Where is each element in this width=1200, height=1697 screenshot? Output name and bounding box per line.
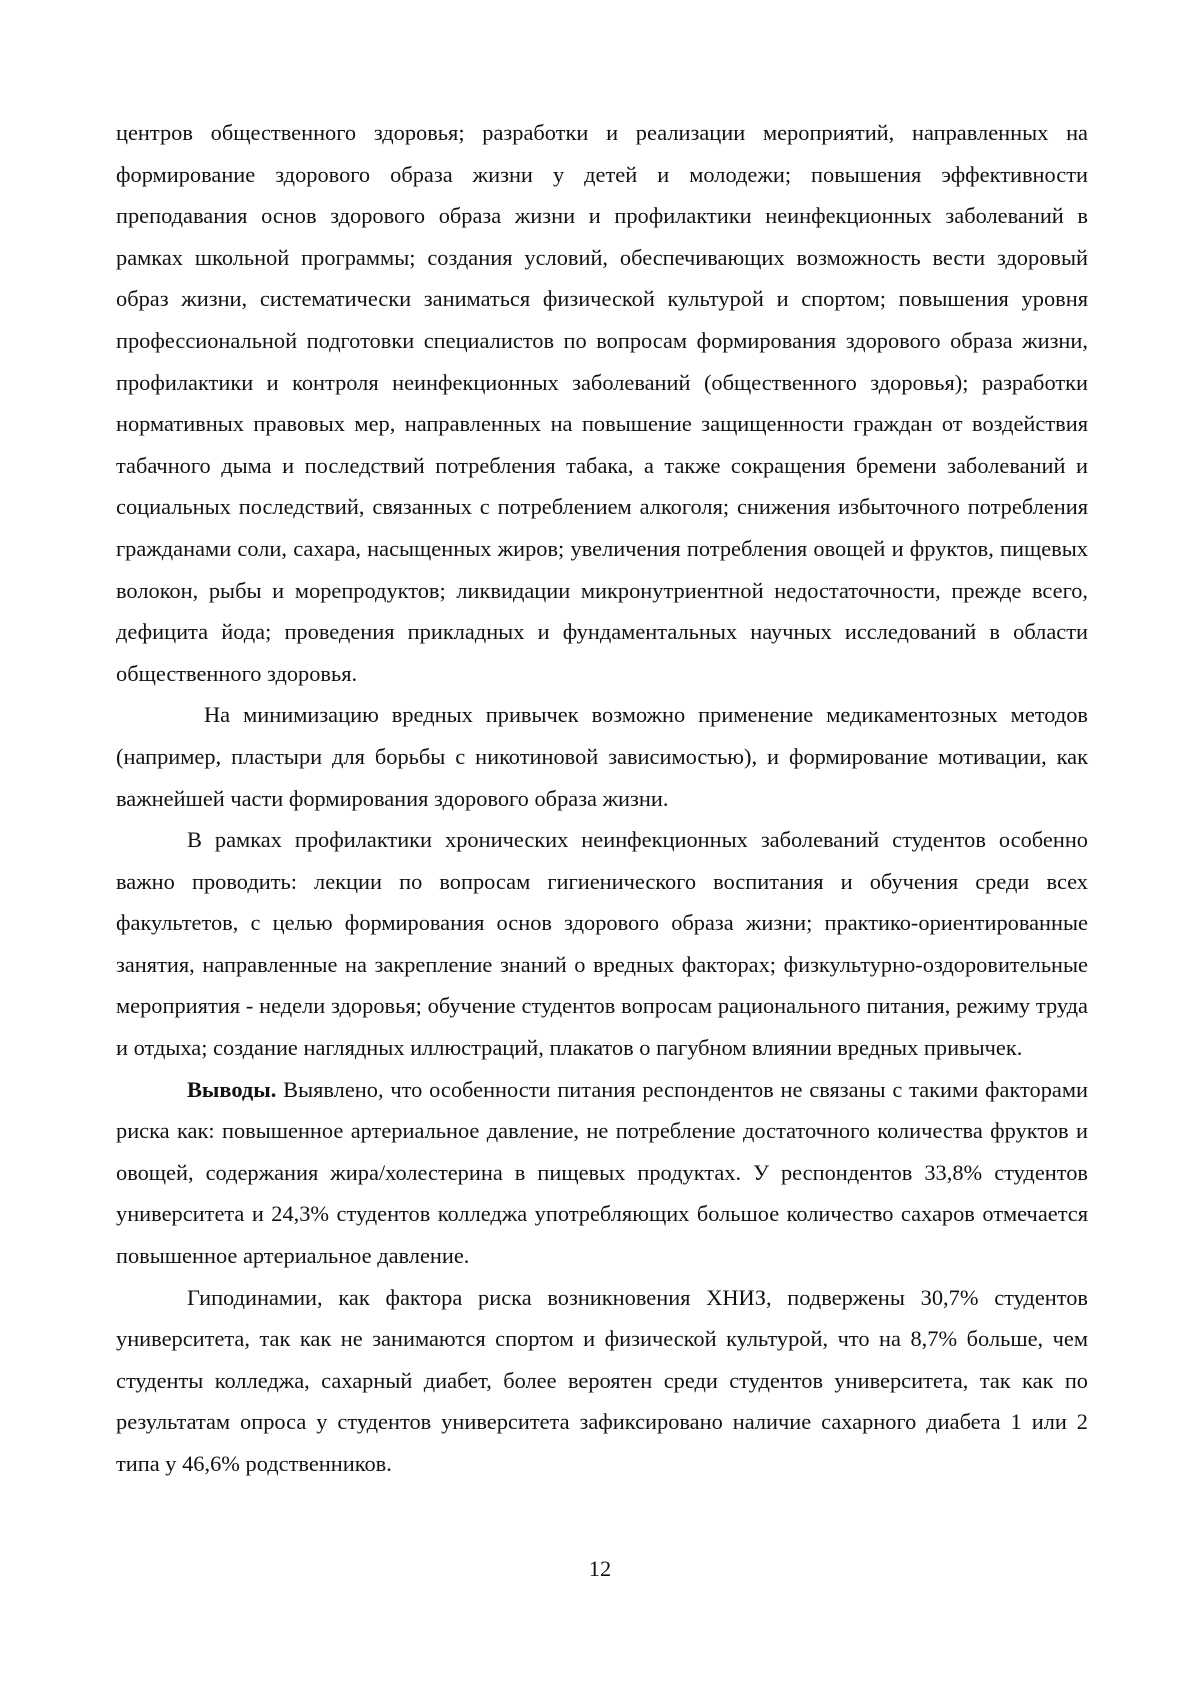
conclusions-heading: Выводы. xyxy=(187,1077,276,1102)
page-number: 12 xyxy=(0,1555,1200,1583)
paragraph-prevention: В рамках профилактики хронических неинфекционных заболеваний студентов особенно важно проводить: лекции по вопросам гигиенического воспитания и обучения среди всех факультетов, с целью формирования основ здорового образа жизни; практико-ориентированные занятия, направленные на закрепление знаний о вредных факторах; физкультурно-оздоровительные мероприятия - недели здоровья; обучение студентов вопросам рационального питания, режиму труда и отдыха; создание наглядных иллюстраций, плакатов о пагубном влиянии вредных привычек. xyxy=(116,819,1088,1069)
paragraph-conclusions xyxy=(116,1069,1088,1277)
paragraph-bad-habits: На минимизацию вредных привычек возможно применение медикаментозных методов (например, пластыри для борьбы с никотиновой зависимостью), и формирование мотивации, как важнейшей части формирования здорового образа жизни. xyxy=(116,694,1088,819)
body-text xyxy=(116,112,1088,1485)
conclusions-text: Выявлено, что особенности питания респондентов не связаны с такими факторами риска как: повышенное артериальное давление, не потребление достаточного количества фруктов и овощей, содержания жира/холестерина в пищевых продуктах. У респондентов 33,8% студентов университета и 24,3% студентов колледжа употребляющих большое количество сахаров отмечается повышенное артериальное давление. xyxy=(116,1077,1088,1268)
paragraph-hypodynamia: Гиподинамии, как фактора риска возникновения ХНИЗ, подвержены 30,7% студентов университета, так как не занимаются спортом и физической культурой, что на 8,7% больше, чем студенты колледжа, сахарный диабет, более вероятен среди студентов университета, так как по результатам опроса у студентов университета зафиксировано наличие сахарного диабета 1 или 2 типа у 46,6% родственников. xyxy=(116,1277,1088,1485)
document-page xyxy=(0,0,1200,1697)
paragraph-measures-list: центров общественного здоровья; разработки и реализации мероприятий, направленных на формирование здорового образа жизни у детей и молодежи; повышения эффективности преподавания основ здорового образа жизни и профилактики неинфекционных заболеваний в рамках школьной программы; создания условий, обеспечивающих возможность вести здоровый образ жизни, систематически заниматься физической культурой и спортом; повышения уровня профессиональной подготовки специалистов по вопросам формирования здорового образа жизни, профилактики и контроля неинфекционных заболеваний (общественного здоровья); разработки нормативных правовых мер, направленных на повышение защищенности граждан от воздействия табачного дыма и последствий потребления табака, а также сокращения бремени заболеваний и социальных последствий, связанных с потреблением алкоголя; снижения избыточного потребления гражданами соли, сахара, насыщенных жиров; увеличения потребления овощей и фруктов, пищевых волокон, рыбы и морепродуктов; ликвидации микронутриентной недостаточности, прежде всего, дефицита йода; проведения прикладных и фундаментальных научных исследований в области общественного здоровья. xyxy=(116,112,1088,694)
